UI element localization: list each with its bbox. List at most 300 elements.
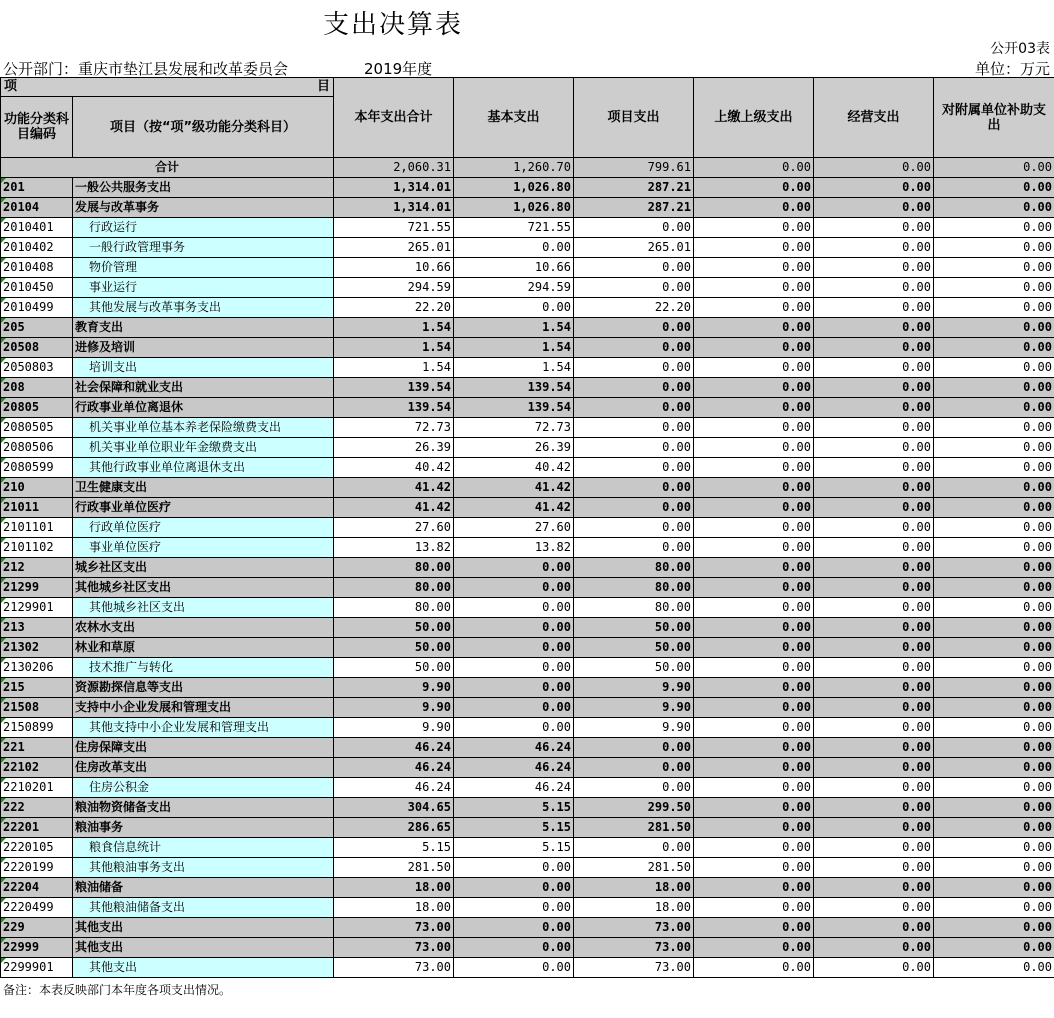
row-subsidy: 0.00 (934, 778, 1054, 798)
row-code: 2010401 (1, 218, 73, 238)
unit-label: 单位：万元 (974, 60, 1050, 78)
row-subsidy: 0.00 (934, 858, 1054, 878)
row-project: 0.00 (574, 838, 694, 858)
row-project: 0.00 (574, 278, 694, 298)
row-basic: 139.54 (454, 398, 574, 418)
row-subsidy: 0.00 (934, 718, 1054, 738)
row-total: 1.54 (334, 318, 454, 338)
row-project: 0.00 (574, 478, 694, 498)
row-upper: 0.00 (694, 458, 814, 478)
row-upper: 0.00 (694, 898, 814, 918)
row-code: 20104 (1, 198, 73, 218)
row-upper: 0.00 (694, 278, 814, 298)
row-business: 0.00 (814, 898, 934, 918)
row-project: 9.90 (574, 678, 694, 698)
row-upper: 0.00 (694, 678, 814, 698)
row-subsidy: 0.00 (934, 538, 1054, 558)
row-subsidy: 0.00 (934, 658, 1054, 678)
row-total: 80.00 (334, 578, 454, 598)
fiscal-year: 2019年度 (364, 60, 433, 78)
row-subsidy: 0.00 (934, 838, 1054, 858)
row-total: 304.65 (334, 798, 454, 818)
footnote: 备注：本表反映部门本年度各项支出情况。 (3, 983, 232, 997)
row-subsidy: 0.00 (934, 198, 1054, 218)
table-row (1, 538, 1054, 558)
row-name: 粮食信息统计 (73, 838, 334, 858)
row-subsidy: 0.00 (934, 898, 1054, 918)
row-upper: 0.00 (694, 838, 814, 858)
row-project: 0.00 (574, 518, 694, 538)
table-row (1, 458, 1054, 478)
row-code: 205 (1, 318, 73, 338)
header-code: 功能分类科目编码 (1, 97, 73, 158)
row-subsidy: 0.00 (934, 578, 1054, 598)
row-total: 1.54 (334, 358, 454, 378)
row-upper: 0.00 (694, 918, 814, 938)
row-basic: 0.00 (454, 898, 574, 918)
row-subsidy: 0.00 (934, 758, 1054, 778)
row-total: 46.24 (334, 758, 454, 778)
row-business: 0.00 (814, 358, 934, 378)
row-name: 粮油事务 (73, 818, 334, 838)
row-upper: 0.00 (694, 398, 814, 418)
row-project: 0.00 (574, 498, 694, 518)
row-name: 住房保障支出 (73, 738, 334, 758)
table-row (1, 858, 1054, 878)
row-project: 50.00 (574, 618, 694, 638)
row-basic: 294.59 (454, 278, 574, 298)
header-basic: 基本支出 (454, 78, 574, 158)
row-name: 教育支出 (73, 318, 334, 338)
table-row (1, 638, 1054, 658)
header-subsidy: 对附属单位补助支出 (934, 78, 1054, 158)
row-project: 0.00 (574, 418, 694, 438)
row-basic: 0.00 (454, 698, 574, 718)
row-total: 73.00 (334, 958, 454, 978)
total-project: 799.61 (574, 158, 694, 178)
row-business: 0.00 (814, 918, 934, 938)
row-business: 0.00 (814, 618, 934, 638)
row-business: 0.00 (814, 758, 934, 778)
row-project: 80.00 (574, 558, 694, 578)
row-total: 50.00 (334, 618, 454, 638)
row-business: 0.00 (814, 938, 934, 958)
row-total: 139.54 (334, 398, 454, 418)
row-upper: 0.00 (694, 178, 814, 198)
row-total: 41.42 (334, 478, 454, 498)
row-project: 50.00 (574, 638, 694, 658)
row-upper: 0.00 (694, 298, 814, 318)
table-row (1, 798, 1054, 818)
row-upper: 0.00 (694, 318, 814, 338)
table-row (1, 838, 1054, 858)
row-basic: 1,026.80 (454, 178, 574, 198)
row-basic: 0.00 (454, 558, 574, 578)
row-name: 进修及培训 (73, 338, 334, 358)
row-total: 27.60 (334, 518, 454, 538)
row-name: 行政事业单位离退休 (73, 398, 334, 418)
row-subsidy: 0.00 (934, 678, 1054, 698)
row-code: 2150899 (1, 718, 73, 738)
row-basic: 1.54 (454, 338, 574, 358)
row-basic: 0.00 (454, 678, 574, 698)
table-row (1, 218, 1054, 238)
table-row (1, 878, 1054, 898)
row-upper: 0.00 (694, 878, 814, 898)
row-code: 2101101 (1, 518, 73, 538)
table-row (1, 498, 1054, 518)
row-total: 46.24 (334, 778, 454, 798)
row-business: 0.00 (814, 838, 934, 858)
row-project: 0.00 (574, 218, 694, 238)
row-code: 229 (1, 918, 73, 938)
row-basic: 0.00 (454, 598, 574, 618)
row-project: 80.00 (574, 578, 694, 598)
row-name: 一般公共服务支出 (73, 178, 334, 198)
row-subsidy: 0.00 (934, 958, 1054, 978)
row-subsidy: 0.00 (934, 798, 1054, 818)
expenditure-table (0, 77, 1054, 978)
row-business: 0.00 (814, 278, 934, 298)
header-corner (1, 78, 334, 97)
row-upper: 0.00 (694, 818, 814, 838)
row-code: 2010450 (1, 278, 73, 298)
row-business: 0.00 (814, 818, 934, 838)
row-code: 2210201 (1, 778, 73, 798)
row-basic: 1,026.80 (454, 198, 574, 218)
row-total: 721.55 (334, 218, 454, 238)
row-code: 21299 (1, 578, 73, 598)
row-subsidy: 0.00 (934, 298, 1054, 318)
row-code: 212 (1, 558, 73, 578)
row-total: 73.00 (334, 918, 454, 938)
row-subsidy: 0.00 (934, 558, 1054, 578)
table-row (1, 818, 1054, 838)
row-name: 粮油物资储备支出 (73, 798, 334, 818)
row-upper: 0.00 (694, 938, 814, 958)
row-business: 0.00 (814, 458, 934, 478)
row-basic: 13.82 (454, 538, 574, 558)
row-code: 2050803 (1, 358, 73, 378)
row-basic: 721.55 (454, 218, 574, 238)
row-business: 0.00 (814, 398, 934, 418)
row-code: 21302 (1, 638, 73, 658)
table-row (1, 618, 1054, 638)
row-code: 215 (1, 678, 73, 698)
row-total: 9.90 (334, 698, 454, 718)
row-total: 18.00 (334, 898, 454, 918)
row-code: 22999 (1, 938, 73, 958)
table-row (1, 558, 1054, 578)
row-basic: 72.73 (454, 418, 574, 438)
row-business: 0.00 (814, 318, 934, 338)
row-project: 299.50 (574, 798, 694, 818)
department-label: 公开部门：重庆市垫江县发展和改革委员会 (3, 60, 289, 78)
total-subsidy: 0.00 (934, 158, 1054, 178)
header-upper: 上缴上级支出 (694, 78, 814, 158)
row-subsidy: 0.00 (934, 878, 1054, 898)
total-upper: 0.00 (694, 158, 814, 178)
row-subsidy: 0.00 (934, 398, 1054, 418)
row-business: 0.00 (814, 878, 934, 898)
row-project: 0.00 (574, 438, 694, 458)
row-basic: 0.00 (454, 858, 574, 878)
table-row (1, 518, 1054, 538)
row-basic: 0.00 (454, 238, 574, 258)
table-row (1, 578, 1054, 598)
row-subsidy: 0.00 (934, 318, 1054, 338)
row-business: 0.00 (814, 558, 934, 578)
row-code: 213 (1, 618, 73, 638)
row-code: 210 (1, 478, 73, 498)
row-basic: 0.00 (454, 938, 574, 958)
row-basic: 41.42 (454, 498, 574, 518)
table-row (1, 418, 1054, 438)
row-project: 73.00 (574, 938, 694, 958)
table-row (1, 338, 1054, 358)
row-project: 18.00 (574, 878, 694, 898)
row-business: 0.00 (814, 858, 934, 878)
table-row (1, 598, 1054, 618)
row-business: 0.00 (814, 738, 934, 758)
row-name: 其他发展与改革事务支出 (73, 298, 334, 318)
row-subsidy: 0.00 (934, 818, 1054, 838)
row-name: 培训支出 (73, 358, 334, 378)
row-project: 0.00 (574, 378, 694, 398)
row-project: 0.00 (574, 458, 694, 478)
row-total: 40.42 (334, 458, 454, 478)
row-upper: 0.00 (694, 438, 814, 458)
row-upper: 0.00 (694, 478, 814, 498)
row-basic: 0.00 (454, 578, 574, 598)
row-business: 0.00 (814, 338, 934, 358)
row-business: 0.00 (814, 238, 934, 258)
row-name: 住房公积金 (73, 778, 334, 798)
row-project: 9.90 (574, 718, 694, 738)
row-name: 行政事业单位医疗 (73, 498, 334, 518)
row-basic: 5.15 (454, 838, 574, 858)
row-subsidy: 0.00 (934, 258, 1054, 278)
row-name: 其他城乡社区支出 (73, 578, 334, 598)
table-row (1, 318, 1054, 338)
row-basic: 1.54 (454, 318, 574, 338)
row-business: 0.00 (814, 418, 934, 438)
row-name: 行政单位医疗 (73, 518, 334, 538)
row-total: 1.54 (334, 338, 454, 358)
row-name: 住房改革支出 (73, 758, 334, 778)
row-project: 0.00 (574, 738, 694, 758)
row-basic: 46.24 (454, 778, 574, 798)
row-name: 其他粮油事务支出 (73, 858, 334, 878)
row-business: 0.00 (814, 298, 934, 318)
row-code: 2129901 (1, 598, 73, 618)
table-row (1, 438, 1054, 458)
row-subsidy: 0.00 (934, 238, 1054, 258)
table-row (1, 958, 1054, 978)
row-business: 0.00 (814, 378, 934, 398)
row-business: 0.00 (814, 658, 934, 678)
row-project: 0.00 (574, 398, 694, 418)
row-subsidy: 0.00 (934, 478, 1054, 498)
row-business: 0.00 (814, 678, 934, 698)
row-total: 26.39 (334, 438, 454, 458)
row-business: 0.00 (814, 498, 934, 518)
row-business: 0.00 (814, 518, 934, 538)
total-basic: 1,260.70 (454, 158, 574, 178)
row-code: 201 (1, 178, 73, 198)
row-total: 9.90 (334, 718, 454, 738)
row-business: 0.00 (814, 538, 934, 558)
row-code: 22204 (1, 878, 73, 898)
row-name: 其他行政事业单位离退休支出 (73, 458, 334, 478)
row-project: 0.00 (574, 758, 694, 778)
row-subsidy: 0.00 (934, 618, 1054, 638)
row-subsidy: 0.00 (934, 638, 1054, 658)
row-name: 粮油储备 (73, 878, 334, 898)
table-row (1, 698, 1054, 718)
row-business: 0.00 (814, 598, 934, 618)
row-name: 卫生健康支出 (73, 478, 334, 498)
row-business: 0.00 (814, 478, 934, 498)
row-upper: 0.00 (694, 218, 814, 238)
row-subsidy: 0.00 (934, 498, 1054, 518)
row-subsidy: 0.00 (934, 358, 1054, 378)
row-upper: 0.00 (694, 378, 814, 398)
row-upper: 0.00 (694, 578, 814, 598)
row-project: 22.20 (574, 298, 694, 318)
row-name: 其他支出 (73, 918, 334, 938)
row-total: 46.24 (334, 738, 454, 758)
row-subsidy: 0.00 (934, 378, 1054, 398)
header-mu: 目 (316, 79, 330, 94)
row-code: 2130206 (1, 658, 73, 678)
row-business: 0.00 (814, 638, 934, 658)
row-upper: 0.00 (694, 258, 814, 278)
table-row (1, 358, 1054, 378)
row-subsidy: 0.00 (934, 418, 1054, 438)
row-subsidy: 0.00 (934, 218, 1054, 238)
row-total: 1,314.01 (334, 178, 454, 198)
row-subsidy: 0.00 (934, 598, 1054, 618)
row-basic: 1.54 (454, 358, 574, 378)
row-basic: 0.00 (454, 718, 574, 738)
row-upper: 0.00 (694, 558, 814, 578)
row-basic: 0.00 (454, 658, 574, 678)
row-total: 80.00 (334, 598, 454, 618)
row-basic: 41.42 (454, 478, 574, 498)
row-business: 0.00 (814, 198, 934, 218)
row-upper: 0.00 (694, 618, 814, 638)
row-name: 技术推广与转化 (73, 658, 334, 678)
row-basic: 46.24 (454, 758, 574, 778)
row-project: 0.00 (574, 318, 694, 338)
row-project: 9.90 (574, 698, 694, 718)
row-subsidy: 0.00 (934, 458, 1054, 478)
row-name: 发展与改革事务 (73, 198, 334, 218)
row-code: 2010408 (1, 258, 73, 278)
row-code: 21508 (1, 698, 73, 718)
row-name: 其他支持中小企业发展和管理支出 (73, 718, 334, 738)
row-business: 0.00 (814, 698, 934, 718)
row-total: 1,314.01 (334, 198, 454, 218)
row-code: 2010402 (1, 238, 73, 258)
row-name: 其他支出 (73, 958, 334, 978)
row-name: 物价管理 (73, 258, 334, 278)
row-subsidy: 0.00 (934, 338, 1054, 358)
row-upper: 0.00 (694, 758, 814, 778)
row-upper: 0.00 (694, 198, 814, 218)
row-upper: 0.00 (694, 738, 814, 758)
table-row (1, 898, 1054, 918)
row-upper: 0.00 (694, 358, 814, 378)
row-upper: 0.00 (694, 798, 814, 818)
row-total: 18.00 (334, 878, 454, 898)
total-total: 2,060.31 (334, 158, 454, 178)
table-row (1, 298, 1054, 318)
row-code: 2010499 (1, 298, 73, 318)
header-project: 项目支出 (574, 78, 694, 158)
row-basic: 5.15 (454, 818, 574, 838)
table-row (1, 178, 1054, 198)
row-code: 2220199 (1, 858, 73, 878)
row-upper: 0.00 (694, 498, 814, 518)
row-code: 222 (1, 798, 73, 818)
table-row (1, 938, 1054, 958)
row-total: 139.54 (334, 378, 454, 398)
header-business: 经营支出 (814, 78, 934, 158)
row-total: 9.90 (334, 678, 454, 698)
row-upper: 0.00 (694, 598, 814, 618)
table-row (1, 398, 1054, 418)
row-project: 0.00 (574, 778, 694, 798)
row-total: 294.59 (334, 278, 454, 298)
row-subsidy: 0.00 (934, 738, 1054, 758)
row-subsidy: 0.00 (934, 918, 1054, 938)
row-project: 80.00 (574, 598, 694, 618)
header-name: 项目（按“项”级功能分类科目） (73, 97, 334, 158)
table-row (1, 278, 1054, 298)
row-total: 286.65 (334, 818, 454, 838)
row-code: 20805 (1, 398, 73, 418)
row-name: 其他城乡社区支出 (73, 598, 334, 618)
row-name: 资源勘探信息等支出 (73, 678, 334, 698)
row-project: 0.00 (574, 538, 694, 558)
row-project: 0.00 (574, 258, 694, 278)
row-name: 支持中小企业发展和管理支出 (73, 698, 334, 718)
sheet-number: 公开03表 (990, 41, 1050, 57)
row-code: 2080599 (1, 458, 73, 478)
row-code: 221 (1, 738, 73, 758)
row-basic: 0.00 (454, 638, 574, 658)
row-subsidy: 0.00 (934, 278, 1054, 298)
row-project: 0.00 (574, 358, 694, 378)
row-subsidy: 0.00 (934, 698, 1054, 718)
row-business: 0.00 (814, 218, 934, 238)
row-upper: 0.00 (694, 638, 814, 658)
header-total: 本年支出合计 (334, 78, 454, 158)
row-project: 281.50 (574, 858, 694, 878)
header-xiang: 项 (4, 79, 18, 94)
row-business: 0.00 (814, 798, 934, 818)
row-total: 5.15 (334, 838, 454, 858)
row-subsidy: 0.00 (934, 518, 1054, 538)
row-name: 机关事业单位职业年金缴费支出 (73, 438, 334, 458)
row-total: 50.00 (334, 658, 454, 678)
table-row (1, 258, 1054, 278)
row-code: 2299901 (1, 958, 73, 978)
row-upper: 0.00 (694, 698, 814, 718)
row-name: 其他支出 (73, 938, 334, 958)
